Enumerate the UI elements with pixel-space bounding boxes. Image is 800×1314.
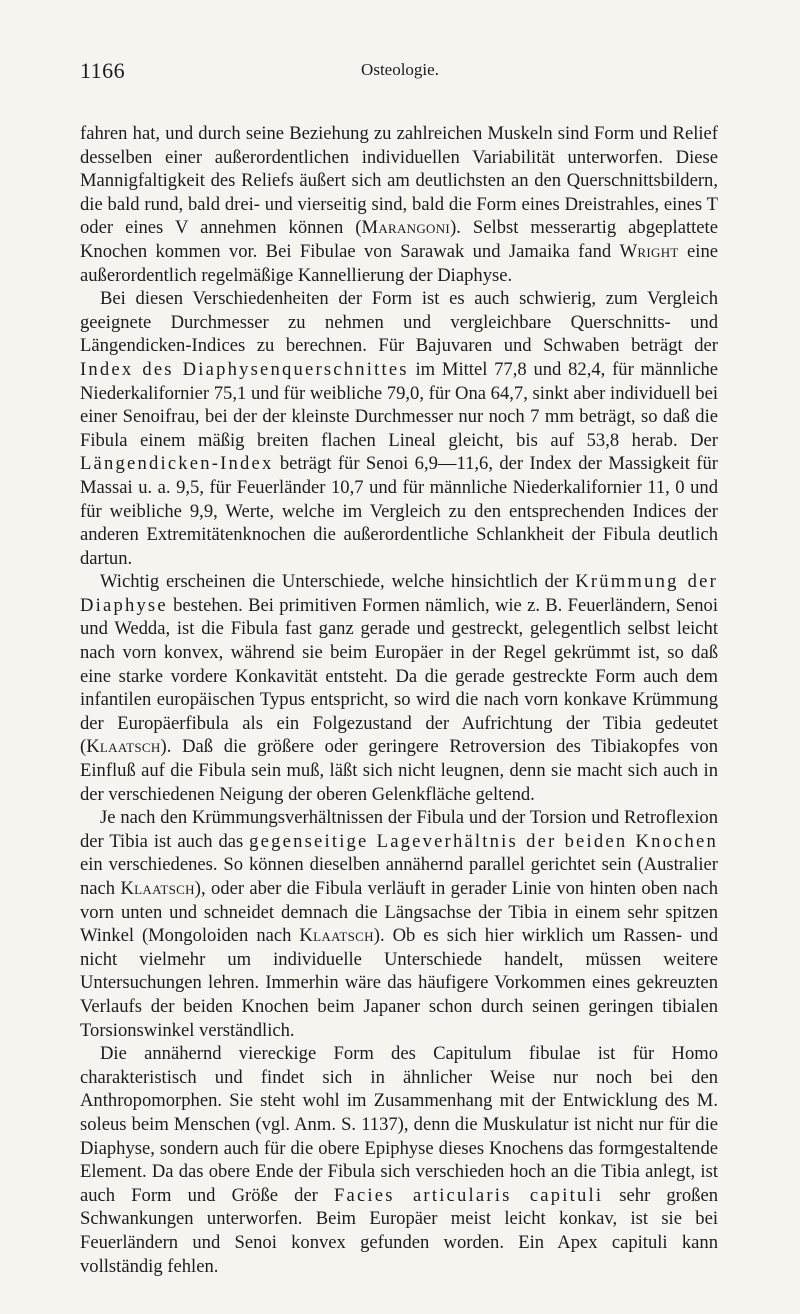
- author-name: Klaatsch: [86, 736, 161, 758]
- text-run: ). Selbst messerartig abgeplattete Knochen kommen vor. Bei Fibulae von Sarawak und Jamaika fand: [80, 217, 718, 262]
- body-text: [80, 122, 718, 1278]
- paragraph: [80, 1042, 718, 1278]
- text-run: ein verschiedenes. So können dieselben annähernd parallel gerichtet sein (Australier nach: [80, 854, 718, 899]
- paragraph: [80, 122, 718, 287]
- running-title: Osteologie.: [361, 60, 439, 79]
- running-head: [80, 58, 720, 90]
- text-run: eine außerordentlich regelmäßige Kannellierung der Diaphyse.: [80, 240, 718, 286]
- emphasized-term: Längendicken-Index: [80, 453, 274, 475]
- text-run: Bei diesen Verschiedenheiten der Form ist es auch schwierig, zum Vergleich geeignete Durchmesser zu nehmen und vergleichbare Querschnitts- und Längendicken-Indices zu berechnen. Für Bajuvaren und Schwaben beträgt der: [80, 288, 718, 357]
- text-run: bestehen. Bei primitiven Formen nämlich, wie z. B. Feuerländern, Senoi und Wedda, ist die Fibula fast ganz gerade und gestreckt, gelegentlich selbst leicht nach vorn konvex, während sie beim Europäer in der Regel gekrümmt ist, so daß eine starke vordere Konkavität entsteht. Da die gerade gestreckte Form auch dem infantilen europäischen Typus entspricht, so wird die nach vorn konkave Krümmung der Europäerfibula als ein Folgezustand der Aufrichtung der Tibia gedeutet (: [80, 594, 718, 758]
- text-run: Die annähernd viereckige Form des Capitulum fibulae ist für Homo charakteristisch und findet sich in ähnlicher Weise nur noch bei den Anthropomorphen. Sie steht wohl im Zusammenhang mit der Entwicklung des M. soleus beim Menschen (vgl. Anm. S. 1137), denn die Muskulatur ist nicht nur für die Diaphyse, sondern auch für die obere Epiphyse dieses Knochens das formgestaltende Element. Da das obere Ende der Fibula sich verschieden hoch an die Tibia anlegt, ist auch Form und Größe der: [80, 1043, 718, 1206]
- text-run: beträgt für Senoi 6,9—11,6, der Index der Massigkeit für Massai u. a. 9,5, für Feuerländer 10,7 und für männliche Niederkalifornier 11, 0 und für weibliche 9,9, Werte, welche im Vergleich zu den entsprechenden Indices der anderen Extremitätenknochen die außerordentliche Schlankheit der Fibula deutlich dartun.: [80, 453, 718, 569]
- emphasized-term: Facies articularis capituli: [333, 1184, 604, 1206]
- text-run: Je nach den Krümmungsverhältnissen der Fibula und der Torsion und Retroflexion der Tibia ist auch das: [80, 807, 718, 852]
- text-run: Wichtig erscheinen die Unterschiede, welche hinsichtlich der: [100, 571, 576, 593]
- text-run: ). Ob es sich hier wirklich um Rassen- und nicht vielmehr um individuelle Unterschiede handelt, müssen weitere Untersuchungen lehren. Immerhin wäre das häufigere Vorkommen eines gekreuzten Verlaufs der beiden Knochen beim Japaner schon durch seinen geringen tibialen Torsionswinkel verständlich.: [80, 925, 718, 1041]
- paragraph: [80, 570, 718, 806]
- author-name: Klaatsch: [120, 878, 195, 899]
- text-run: ), oder aber die Fibula verläuft in gerader Linie von hinten oben nach vorn unten und schneidet demnach die Längsachse der Tibia in einem sehr spitzen Winkel (Mongoloiden nach: [80, 878, 718, 947]
- text-run: sehr großen Schwankungen unterworfen. Beim Europäer meist leicht konkav, ist sie bei Feuerländern und Senoi konvex gefunden worden. Ein Apex capituli kann vollständig fehlen.: [80, 1184, 718, 1277]
- emphasized-term: gegenseitige Lageverhältnis der beiden Knochen: [249, 830, 718, 852]
- author-name: Klaatsch: [299, 925, 374, 947]
- emphasized-term: Index des Diaphysenquerschnittes: [80, 358, 409, 380]
- text-run: ). Daß die größere oder geringere Retroversion des Tibiakopfes von Einfluß auf die Fibula sein muß, läßt sich nicht leugnen, denn sie macht sich auch in der verschiedenen Neigung der oberen Gelenkfläche geltend.: [80, 736, 718, 805]
- paragraph: [80, 806, 718, 1042]
- paragraph: [80, 287, 718, 570]
- author-name: Marangoni: [361, 217, 451, 239]
- author-name: Wright: [619, 240, 679, 262]
- emphasized-term: Krümmung der Diaphyse: [80, 571, 718, 616]
- text-run: im Mittel 77,8 und 82,4, für männliche Niederkalifornier 75,1 und für weibliche 79,0, für Ona 64,7, sinkt aber individuell bei einer Senoifrau, bei der der kleinste Durchmesser nur noch 7 mm beträgt, so daß die Fibula einem mäßig breiten flachen Lineal gleicht, bis auf 53,8 herab. Der: [80, 358, 719, 451]
- page-number: 1166: [80, 58, 126, 83]
- text-run: fahren hat, und durch seine Beziehung zu zahlreichen Muskeln sind Form und Relief desselben einer außerordentlichen individuellen Variabilität unterworfen. Diese Mannigfaltigkeit des Reliefs äußert sich am deutlichsten an den Querschnittsbildern, die bald rund, bald drei- und vierseitig sind, bald die Form eines Dreistrahles, eines T oder eines V annehmen können (: [80, 123, 718, 239]
